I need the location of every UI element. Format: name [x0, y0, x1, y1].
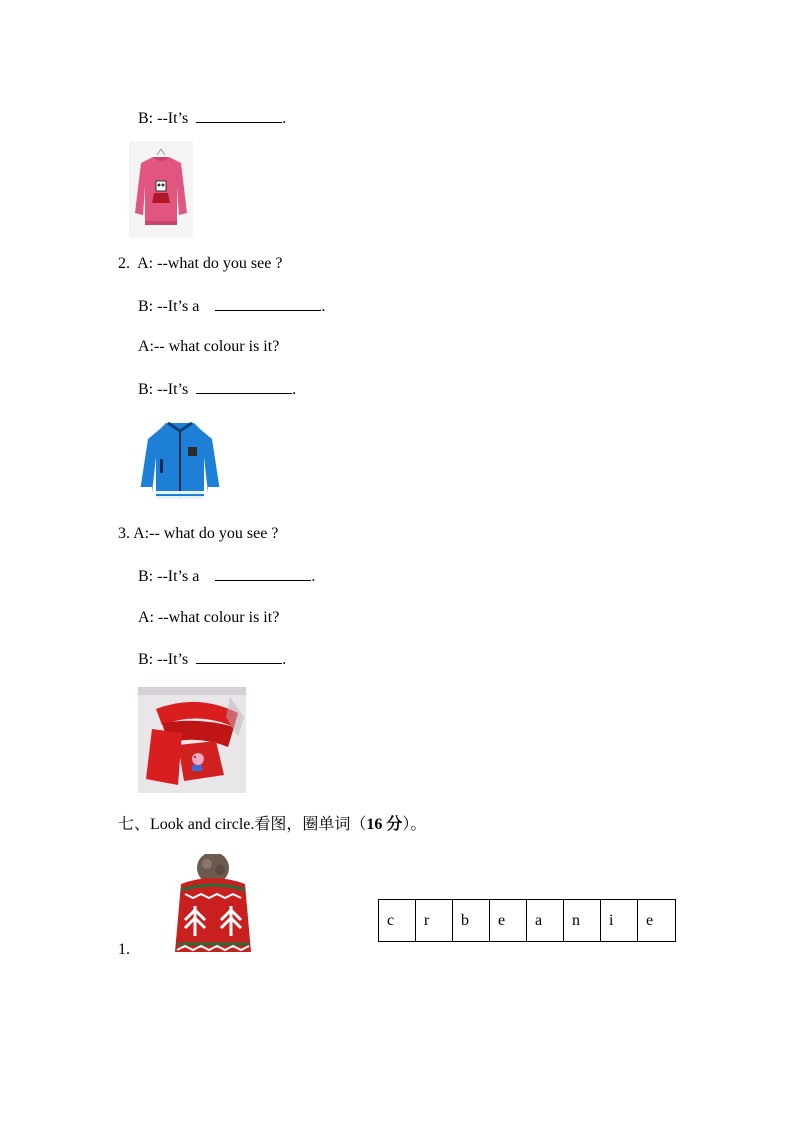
q3-b2-prompt: B: --It’s [138, 651, 189, 668]
q3-a2-line: A: --what colour is it? [138, 609, 280, 626]
q2-b2-blank[interactable] [196, 379, 292, 394]
q2-b1-end: . [321, 298, 326, 315]
red-scarf-image [138, 687, 246, 793]
q2-b2-end: . [292, 381, 297, 398]
q2-b2-prompt: B: --It’s [138, 381, 189, 398]
letter-cell[interactable]: i [601, 900, 638, 941]
q3-b2-line [138, 649, 286, 670]
q2-number: 2. [118, 255, 130, 272]
blue-jacket-image [138, 419, 222, 503]
q1-b2-end: . [282, 110, 287, 127]
section7-title [118, 815, 426, 835]
q3-b2-blank[interactable] [196, 649, 282, 664]
letter-cell[interactable]: r [416, 900, 453, 941]
q3-b1-prompt: B: --It’s a [138, 568, 200, 585]
q2-b2-line [138, 379, 296, 400]
q1-answer-line [138, 108, 286, 129]
letter-cell[interactable]: e [646, 911, 654, 929]
q2-b1-prompt: B: --It’s a [138, 298, 200, 315]
q3-question-line: 3. A:-- what do you see ? [118, 525, 279, 542]
section7-score: 16 分 [366, 816, 403, 833]
item1-number: 1. [118, 941, 130, 958]
section7-title-text: 七、Look and circle.看图，圈单词（ [118, 816, 367, 833]
q3-b2-end: . [282, 651, 287, 668]
letter-grid [378, 899, 676, 942]
pink-sweater-image [129, 141, 193, 238]
letter-cell[interactable]: c [379, 900, 416, 941]
q2-b1-line [138, 296, 325, 317]
letter-cell[interactable]: a [527, 900, 564, 941]
q1-b2-blank[interactable] [196, 108, 282, 123]
q3-b1-line [138, 566, 315, 587]
q3-b1-blank[interactable] [215, 566, 311, 581]
letter-cell[interactable]: e [490, 900, 527, 941]
q3-b1-end: . [311, 568, 316, 585]
q2-a1-text: A: --what do you see ? [137, 255, 283, 272]
letter-cell[interactable]: n [564, 900, 601, 941]
red-beanie-image [163, 854, 263, 956]
section7-title-end: ）。 [402, 816, 427, 833]
q2-b1-blank[interactable] [215, 296, 321, 311]
q1-b2-prompt: B: --It’s [138, 110, 189, 127]
q2-question-line [118, 254, 282, 274]
letter-cell[interactable]: b [453, 900, 490, 941]
q2-a2-line: A:-- what colour is it? [138, 338, 280, 355]
